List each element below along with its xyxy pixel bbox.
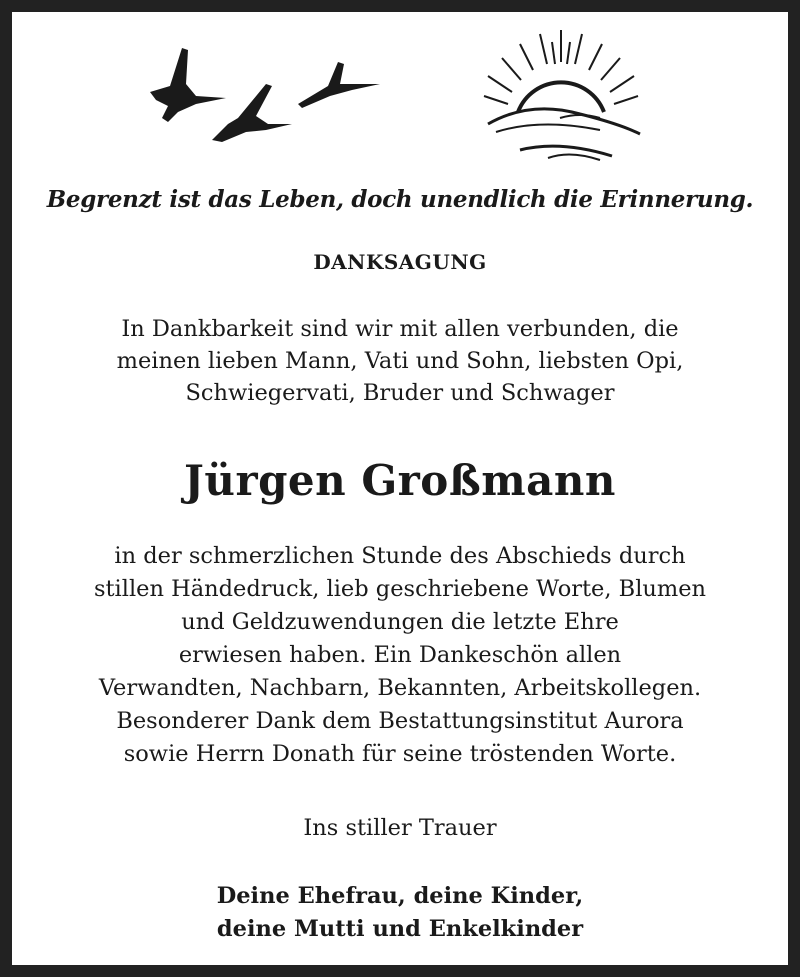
intro-line: meinen lieben Mann, Vati und Sohn, liebsten Opi, <box>116 348 684 374</box>
intro-line: Schwiegervati, Bruder und Schwager <box>185 380 615 406</box>
body-line: stillen Händedruck, lieb geschriebene Worte, Blumen <box>93 576 707 602</box>
birds-icon <box>150 48 380 142</box>
body-paragraph <box>12 540 788 771</box>
motto: Begrenzt ist das Leben, doch unendlich die Erinnerung. <box>46 186 754 213</box>
heading-danksagung: DANKSAGUNG <box>313 250 487 274</box>
body-line: sowie Herrn Donath für seine tröstenden Worte. <box>123 741 677 767</box>
body-line: Verwandten, Nachbarn, Bekannten, Arbeitskollegen. <box>98 675 702 701</box>
body-line: in der schmerzlichen Stunde des Abschieds durch <box>114 543 686 569</box>
sunrise-icon <box>484 30 640 160</box>
body-line: erwiesen haben. Ein Dankeschön allen <box>178 642 622 668</box>
body-line: Besonderer Dank dem Bestattungsinstitut Aurora <box>116 708 684 734</box>
signature <box>12 880 788 946</box>
signature-line: deine Mutti und Enkelkinder <box>216 916 584 942</box>
closing-line: Ins stiller Trauer <box>303 815 497 841</box>
body-line: und Geldzuwendungen die letzte Ehre <box>181 609 619 635</box>
intro-line: In Dankbarkeit sind wir mit allen verbunden, die <box>121 316 679 342</box>
signature-line: Deine Ehefrau, deine Kinder, <box>216 883 584 909</box>
header-illustration <box>0 0 800 180</box>
intro-paragraph <box>12 313 788 409</box>
deceased-name: Jürgen Großmann <box>184 456 616 505</box>
